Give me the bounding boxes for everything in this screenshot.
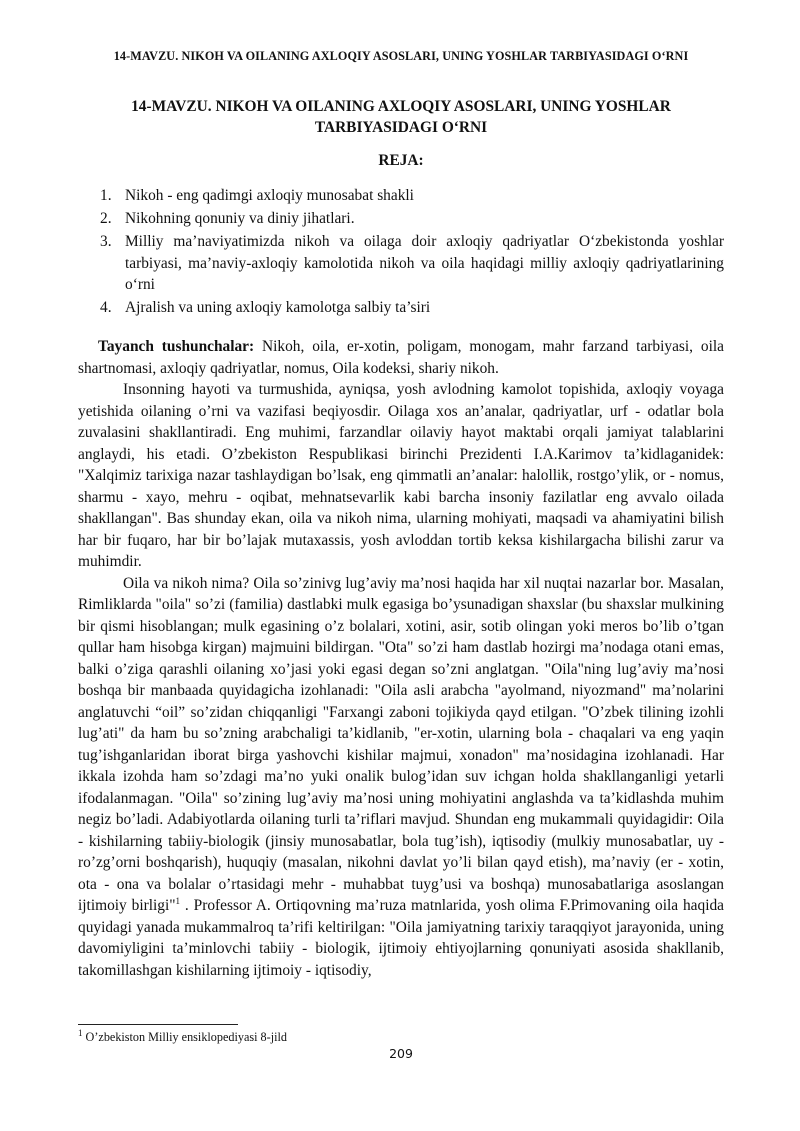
plan-list [100, 185, 724, 319]
running-header: 14-MAVZU. NIKOH VA OILANING AXLOQIY ASOSLARI, UNING YOSHLAR TARBIYASIDAGI O‘RNI [113, 49, 689, 63]
plan-item-text: Nikohning qonuniy va diniy jihatlari. [125, 210, 355, 227]
plan-item-number: 3. [100, 233, 112, 250]
footnote-mark: 1 [78, 1027, 83, 1038]
topic-title [78, 96, 724, 138]
plan-item [100, 297, 724, 319]
key-concepts-label: Tayanch tushunchalar: [98, 338, 255, 355]
footnote-text: O’zbekiston Milliy ensiklopediyasi 8-jild [82, 1030, 287, 1044]
plan-item [100, 231, 724, 296]
body-text [78, 336, 724, 981]
body-paragraph-text: . Professor A. Ortiqovning ma’ruza matnlarida, yosh olima F.Primovaning oila haqida quyidagi yanada mukammalroq ta’rifi keltirilgan: "Oila jamiyatning tarixiy taraqqiyot jarayonida, uning davomiyligini ta’minlovchi tabiiy - biologik, ijtimoiy ehtiyojlarning qonuniyati asosida shakllanib, takomillashgan kishilarning ijtimoiy - iqtisodiy, [78, 897, 724, 979]
footnote-reference: 1 [175, 895, 181, 906]
plan-item [100, 208, 724, 230]
topic-title-line-2: TARBIYASIDAGI O‘RNI [314, 119, 488, 136]
footnote-separator [78, 1024, 238, 1025]
plan-item-number: 1. [100, 187, 112, 204]
footnote [78, 1027, 287, 1045]
key-concepts-text: Nikoh, oila, er-xotin, poligam, monogam, mahr farzand tarbiyasi, oila shartnomasi, axloqiy qadriyatlar, nomus, Oila kodeksi, shariy nikoh. [78, 338, 724, 377]
body-paragraph: Insonning hayoti va turmushida, ayniqsa, yosh avlodning kamolot topishida, axloqiy voyaga yetishida oilaning o’rni va vazifasi beqiyosdir. Oilaga xos an’analar, qadriyatlar, urf - odatlar bola zuvalasini shakllantiradi. Eng muhimi, farzandlar oilaviy hayot maktabi orqali jamiyat talablarini anglaydi, his etadi. O’zbekiston Respublikasi birinchi Prezidenti I.A.Karimov ta’kidlaganidek: "Xalqimiz tarixiga nazar tashlaydigan bo’lsak, eng qimmatli an’analar: halollik, rostgo’ylik, or - nomus, sharmu - xayo, mehru - oqibat, mehnatsevarlik kabi barcha insoniy fazilatlar eng avvalo oilada shakllangan". Bas shunday ekan, oila va nikoh nima, ularning mohiyati, maqsadi va ahamiyatini bilish har bir fuqaro, har bir bo’lajak mutaxassis, yosh avloddan tortib keksa kishilargacha bilishi zarur va muhimdir. [78, 381, 724, 570]
page-number: 209 [389, 1046, 413, 1061]
body-paragraph [78, 573, 724, 982]
key-concepts-paragraph [78, 336, 724, 379]
plan-item-text: Nikoh - eng qadimgi axloqiy munosabat shakli [125, 187, 414, 204]
body-paragraph-text: Oila va nikoh nima? Oila so’zinivg lug’aviy ma’nosi haqida har xil nuqtai nazarlar bor. Masalan, Rimliklarda "oila" so’zi (familia) dastlabki mulk egasiga bo’ysunadigan shaxslar (bu shaxslar mulkining bir qismi hisoblangan; mulk egasining o’z bolalari, xotini, asir, sotib olingan yoki meros bo’lib o’tgan qullar ham hisobga kirgan) majmuini bildirgan. "Ota" so’zi ham dastlab hozirgi ma’nodaga otani emas, balki o’ziga qarashli oilaning xo’jasi yoki egasi degan so’zni anglatgan. "Oila"ning lug’aviy ma’nosi boshqa bir manbaada quyidagicha izohlanadi: "Oila asli arabcha "ayolmand, niyozmand" ma’nolarini anglatuvchi “oil” so’zidan chiqqanligi "Farxangi zaboni tojikiyda qayd etilgan. "O’zbek tilining izohli lug’ati" da ham bu so’zning arabchaligi ta’kidlanib, "er-xotin, ularning bola - chaqalari va eng yaqin tug’ishganlaridan iborat birga yashovchi kishilar majmui, xonadon" ma’nosidagina izohlanadi. Har ikkala izohda ham so’zdagi ma’no yuki onalik bulog’idan suv ichgan holda shakllanganligi yetarli ifodalanmagan. "Oila" so’zining lug’aviy ma’nosi uning mohiyatini anglashda va ta’kidlashda muhim negiz bo’ladi. Adabiyotlarda oilaning turli ta’riflari mavjud. Shundan eng mukammali quyidagidir: Oila - kishilarning tabiiy-biologik (jinsiy munosabatlar, bola tug’ish), iqtisodiy (mulkiy munosabatlar, uy - ro’zg’orni boshqarish), huquqiy (masalan, nikohni davlat yo’li bilan qayd etish), ma’naviy (er - xotin, ota - ona va bolalar o’rtasidagi mehr - muhabbat tuyg’usi va boshqa) munosabatlariga asoslangan ijtimoiy birligi" [78, 574, 724, 914]
plan-item-number: 4. [100, 299, 112, 316]
plan-item [100, 185, 724, 207]
plan-item-text: Ajralish va uning axloqiy kamolotga salbiy ta’siri [125, 299, 431, 316]
plan-heading: REJA: [378, 152, 424, 169]
plan-item-number: 2. [100, 210, 112, 227]
plan-item-text: Milliy ma’naviyatimizda nikoh va oilaga doir axloqiy qadriyatlar O‘zbekistonda yoshlar tarbiyasi, ma’naviy-axloqiy kamolotida nikoh va oila haqidagi milliy axloqiy qadriyatlarining o‘rni [125, 233, 724, 293]
topic-title-line-1: 14-MAVZU. NIKOH VA OILANING AXLOQIY ASOSLARI, UNING YOSHLAR [131, 98, 671, 115]
